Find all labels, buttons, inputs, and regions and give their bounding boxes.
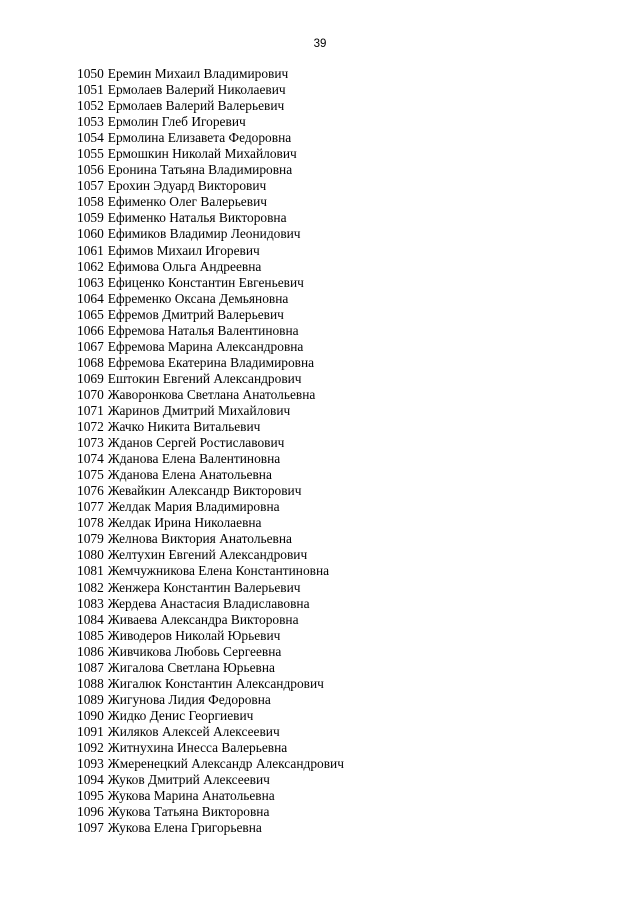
entry-number: 1068 [77, 354, 104, 370]
list-item [77, 820, 344, 836]
entry-number: 1060 [77, 226, 104, 242]
entry-full-name: Жигунова Лидия Федоровна [107, 691, 271, 707]
entry-number: 1073 [77, 435, 104, 451]
list-item [77, 130, 344, 146]
entry-number: 1085 [77, 627, 104, 643]
list-item [77, 596, 344, 612]
list-item [77, 435, 344, 451]
entry-full-name: Ермолаев Валерий Николаевич [107, 82, 286, 98]
list-item [77, 692, 344, 708]
entry-full-name: Желтухин Евгений Александрович [107, 547, 308, 563]
list-item [77, 515, 344, 531]
entry-full-name: Еремин Михаил Владимирович [107, 66, 289, 81]
list-item [77, 740, 344, 756]
entry-full-name: Ефимова Ольга Андреевна [107, 258, 262, 274]
entry-number: 1092 [77, 739, 104, 755]
entry-number: 1076 [77, 483, 104, 499]
entry-number: 1064 [77, 290, 104, 306]
list-item [77, 563, 344, 579]
entry-full-name: Ермолина Елизавета Федоровна [107, 130, 292, 146]
entry-full-name: Ефремова Наталья Валентиновна [107, 322, 299, 338]
entry-number: 1090 [77, 707, 104, 723]
list-item [77, 210, 344, 226]
entry-number: 1055 [77, 146, 104, 162]
entry-full-name: Жданова Елена Валентиновна [107, 451, 281, 467]
entry-full-name: Жукова Марина Анатольевна [107, 788, 275, 804]
entry-number: 1053 [77, 114, 104, 130]
entry-number: 1091 [77, 723, 104, 739]
entry-full-name: Жевайкин Александр Викторович [107, 483, 302, 499]
list-item [77, 756, 344, 772]
list-item [77, 660, 344, 676]
list-item [77, 371, 344, 387]
entry-number: 1072 [77, 419, 104, 435]
entry-number: 1074 [77, 451, 104, 467]
entry-number: 1095 [77, 788, 104, 804]
list-item [77, 146, 344, 162]
list-item [77, 644, 344, 660]
entry-number: 1081 [77, 563, 104, 579]
entry-full-name: Жигалюк Константин Александрович [107, 675, 324, 691]
list-item [77, 547, 344, 563]
entry-full-name: Жердева Анастасия Владиславовна [107, 595, 310, 611]
list-item [77, 291, 344, 307]
entry-full-name: Желдак Ирина Николаевна [107, 515, 262, 531]
list-item [77, 772, 344, 788]
entry-number: 1063 [77, 274, 104, 290]
entry-number: 1059 [77, 210, 104, 226]
list-item [77, 419, 344, 435]
entry-full-name: Ермолаев Валерий Валерьевич [107, 98, 285, 114]
entry-full-name: Ефименко Олег Валерьевич [107, 194, 267, 210]
entry-number: 1075 [77, 467, 104, 483]
entry-number: 1062 [77, 258, 104, 274]
entry-full-name: Женжера Константин Валерьевич [107, 579, 301, 595]
list-item [77, 66, 344, 82]
name-list [77, 66, 344, 836]
list-item [77, 804, 344, 820]
entry-full-name: Ештокин Евгений Александрович [107, 370, 302, 386]
entry-number: 1050 [77, 66, 104, 81]
entry-number: 1083 [77, 595, 104, 611]
entry-full-name: Жукова Татьяна Викторовна [107, 804, 270, 820]
entry-full-name: Жданов Сергей Ростиславович [107, 435, 285, 451]
entry-full-name: Жиляков Алексей Алексеевич [107, 723, 280, 739]
entry-number: 1096 [77, 804, 104, 820]
list-item [77, 483, 344, 499]
entry-number: 1051 [77, 82, 104, 98]
list-item [77, 275, 344, 291]
entry-full-name: Ефименко Наталья Викторовна [107, 210, 287, 226]
entry-full-name: Желдак Мария Владимировна [107, 499, 280, 515]
entry-number: 1086 [77, 643, 104, 659]
entry-full-name: Жаворонкова Светлана Анатольевна [107, 386, 316, 402]
list-item [77, 499, 344, 515]
entry-full-name: Живчикова Любовь Сергеевна [107, 643, 282, 659]
entry-full-name: Еронина Татьяна Владимировна [107, 162, 293, 178]
entry-full-name: Ефремова Екатерина Владимировна [107, 354, 315, 370]
entry-number: 1065 [77, 306, 104, 322]
list-item [77, 612, 344, 628]
list-item [77, 259, 344, 275]
entry-full-name: Ефременко Оксана Демьяновна [107, 290, 289, 306]
entry-number: 1084 [77, 611, 104, 627]
list-item [77, 339, 344, 355]
entry-number: 1054 [77, 130, 104, 146]
entry-full-name: Жмеренецкий Александр Александрович [107, 756, 344, 772]
entry-number: 1061 [77, 242, 104, 258]
entry-number: 1093 [77, 756, 104, 772]
entry-number: 1058 [77, 194, 104, 210]
entry-number: 1079 [77, 531, 104, 547]
list-item [77, 162, 344, 178]
entry-full-name: Жаринов Дмитрий Михайлович [107, 402, 291, 418]
list-item [77, 323, 344, 339]
entry-full-name: Ермолин Глеб Игоревич [107, 114, 246, 130]
entry-number: 1077 [77, 499, 104, 515]
list-item [77, 467, 344, 483]
list-item [77, 226, 344, 242]
entry-full-name: Жигалова Светлана Юрьевна [107, 659, 275, 675]
entry-number: 1057 [77, 178, 104, 194]
entry-number: 1071 [77, 402, 104, 418]
entry-full-name: Житнухина Инесса Валерьевна [107, 739, 288, 755]
entry-full-name: Живодеров Николай Юрьевич [107, 627, 281, 643]
entry-full-name: Жидко Денис Георгиевич [107, 707, 254, 723]
list-item [77, 178, 344, 194]
entry-full-name: Ерохин Эдуард Викторович [107, 178, 267, 194]
list-item [77, 355, 344, 371]
entry-number: 1082 [77, 579, 104, 595]
list-item [77, 98, 344, 114]
list-item [77, 580, 344, 596]
list-item [77, 194, 344, 210]
page-number: 39 [313, 38, 327, 50]
entry-full-name: Ефиценко Константин Евгеньевич [107, 274, 304, 290]
entry-full-name: Жданова Елена Анатольевна [107, 467, 272, 483]
entry-number: 1070 [77, 386, 104, 402]
entry-full-name: Желнова Виктория Анатольевна [107, 531, 292, 547]
entry-number: 1094 [77, 772, 104, 788]
list-item [77, 307, 344, 323]
entry-full-name: Живаева Александра Викторовна [107, 611, 299, 627]
entry-number: 1069 [77, 370, 104, 386]
entry-full-name: Ефремов Дмитрий Валерьевич [107, 306, 284, 322]
entry-full-name: Жачко Никита Витальевич [107, 419, 261, 435]
list-item [77, 708, 344, 724]
list-item [77, 788, 344, 804]
entry-number: 1052 [77, 98, 104, 114]
list-item [77, 114, 344, 130]
entry-number: 1067 [77, 338, 104, 354]
entry-number: 1066 [77, 322, 104, 338]
entry-full-name: Жуков Дмитрий Алексеевич [107, 772, 270, 788]
entry-full-name: Ефимов Михаил Игоревич [107, 242, 260, 258]
entry-number: 1080 [77, 547, 104, 563]
list-item [77, 403, 344, 419]
list-item [77, 628, 344, 644]
list-item [77, 531, 344, 547]
entry-number: 1056 [77, 162, 104, 178]
entry-full-name: Ефремова Марина Александровна [107, 338, 304, 354]
entry-full-name: Ермошкин Николай Михайлович [107, 146, 297, 162]
entry-number: 1087 [77, 659, 104, 675]
entry-full-name: Ефимиков Владимир Леонидович [107, 226, 301, 242]
list-item [77, 243, 344, 259]
list-item [77, 676, 344, 692]
entry-full-name: Жемчужникова Елена Константиновна [107, 563, 330, 579]
list-item [77, 387, 344, 403]
entry-number: 1097 [77, 820, 104, 836]
list-item [77, 451, 344, 467]
list-item [77, 82, 344, 98]
entry-number: 1078 [77, 515, 104, 531]
entry-number: 1088 [77, 675, 104, 691]
entry-full-name: Жукова Елена Григорьевна [107, 820, 262, 836]
entry-number: 1089 [77, 691, 104, 707]
list-item [77, 724, 344, 740]
